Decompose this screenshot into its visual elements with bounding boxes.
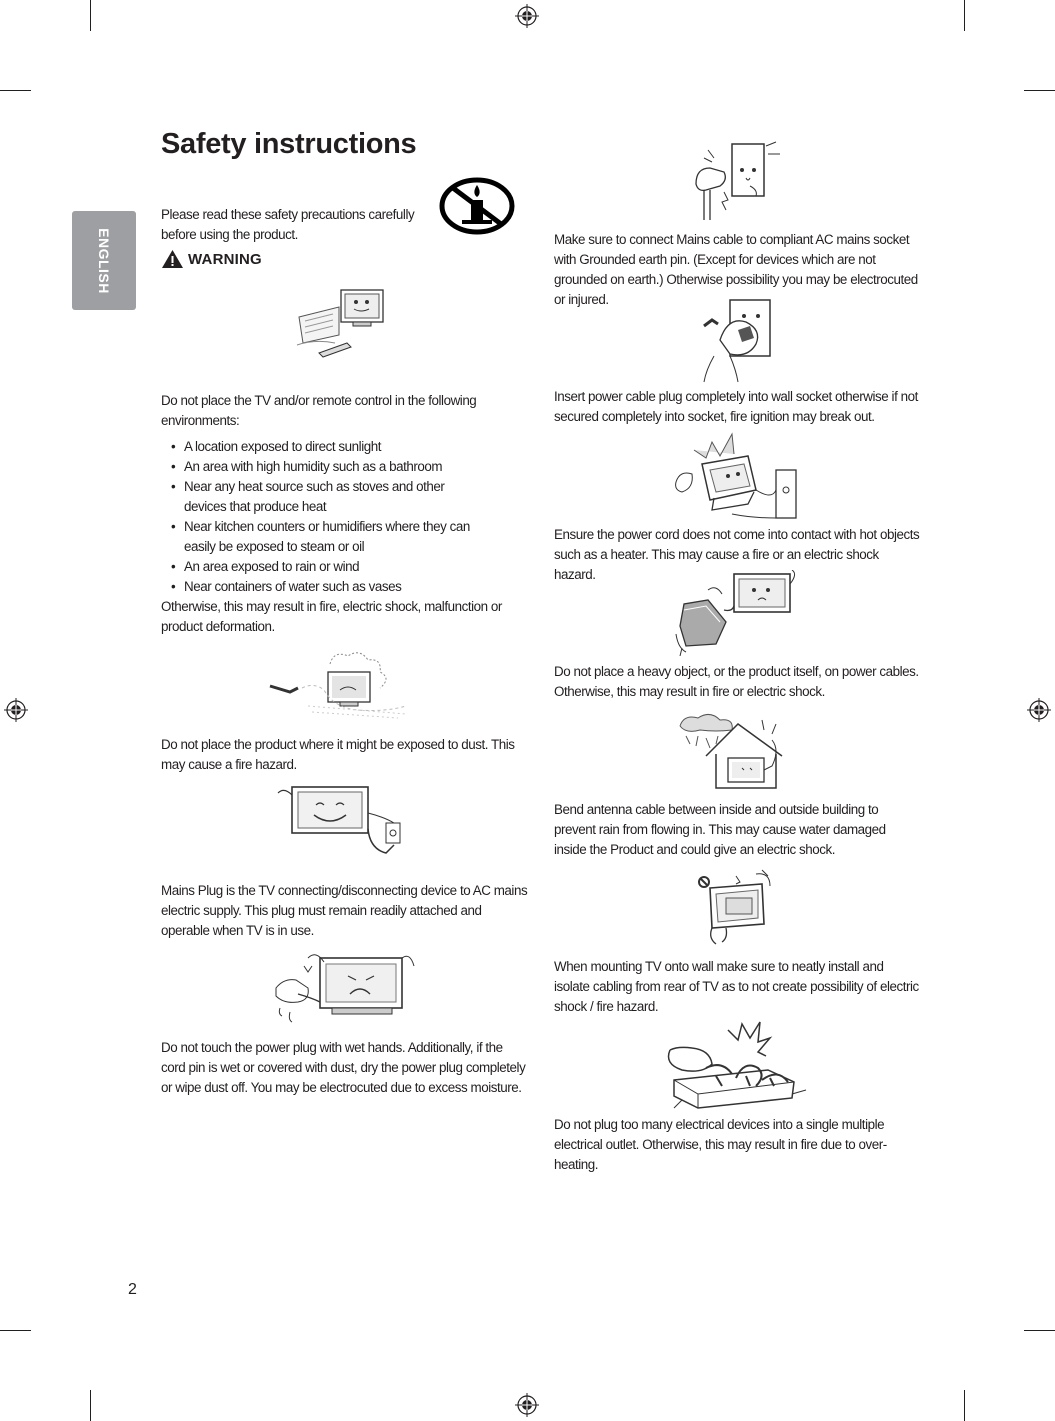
crop-mark bbox=[90, 1390, 91, 1421]
list-item: • Near containers of water such as vases bbox=[161, 577, 529, 597]
antenna-note: Bend antenna cable between inside and outside building to prevent rain from flowing in. This may cause water damaged inside the Product and could give an electric shock. bbox=[554, 802, 886, 857]
list-item: • An area with high humidity such as a bathroom bbox=[161, 457, 529, 477]
environments-list bbox=[161, 437, 529, 597]
heavy-object-cable-illustration bbox=[672, 570, 800, 656]
registration-mark-icon bbox=[515, 1393, 539, 1417]
multiple-outlet-warning: Do not plug too many electrical devices into a single multiple electrical outlet. Otherwise, this may result in fire due to over-heating. bbox=[554, 1117, 887, 1172]
insert-plug-illustration bbox=[700, 296, 780, 384]
list-item: • Near kitchen counters or humidifiers where they can easily be exposed to steam or oil bbox=[161, 517, 504, 557]
registration-mark-icon bbox=[515, 4, 539, 28]
registration-mark-icon bbox=[4, 698, 28, 722]
intro-text: Please read these safety precautions carefully before using the product. bbox=[161, 207, 415, 242]
heavy-object-warning: Do not place a heavy object, or the product itself, on power cables. Otherwise, this may result in fire or electric shock. bbox=[554, 664, 919, 699]
multiple-outlet-illustration bbox=[662, 1020, 808, 1110]
tv-remote-environment-illustration bbox=[295, 287, 391, 363]
language-tab-label: ENGLISH bbox=[96, 227, 112, 294]
wet-hands-warning: Do not touch the power plug with wet hands. Additionally, if the cord pin is wet or covered with dust, dry the power plug completely or wipe dust off. You may be electrocuted due to excess moisture. bbox=[161, 1040, 526, 1095]
list-item: • A location exposed to direct sunlight bbox=[161, 437, 529, 457]
crop-mark bbox=[0, 90, 31, 91]
environments-intro: Do not place the TV and/or remote control in the following environments: bbox=[161, 393, 477, 428]
mains-plug-illustration bbox=[274, 783, 412, 863]
language-tab bbox=[72, 211, 136, 310]
insert-plug-warning: Insert power cable plug completely into wall socket otherwise if not secured completely into socket, fire ignition may break out. bbox=[554, 389, 918, 424]
crop-mark bbox=[0, 1330, 31, 1331]
environments-outro: Otherwise, this may result in fire, electric shock, malfunction or product deformation. bbox=[161, 599, 502, 634]
grounded-socket-note: Make sure to connect Mains cable to compliant AC mains socket with Grounded earth pin. (Except for devices which are not grounded on earth.) Otherwise possibility you may be electrocuted or injured. bbox=[554, 232, 918, 307]
dust-tv-illustration bbox=[268, 648, 410, 720]
crop-mark bbox=[964, 0, 965, 31]
crop-mark bbox=[90, 0, 91, 31]
crop-mark bbox=[1024, 90, 1055, 91]
hot-objects-illustration bbox=[672, 430, 798, 522]
page-number: 2 bbox=[128, 1281, 137, 1298]
wet-hands-plug-illustration bbox=[268, 948, 416, 1028]
registration-mark-icon bbox=[1027, 698, 1051, 722]
dust-warning: Do not place the product where it might be exposed to dust. This may cause a fire hazard. bbox=[161, 737, 515, 772]
warning-triangle-icon bbox=[161, 249, 184, 269]
warning-heading bbox=[161, 248, 262, 270]
warning-label: WARNING bbox=[188, 250, 262, 268]
mains-plug-note: Mains Plug is the TV connecting/disconnecting device to AC mains electric supply. This plug must remain readily attached and operable when TV is in use. bbox=[161, 883, 528, 938]
page-title: Safety instructions bbox=[161, 128, 417, 160]
no-open-flame-icon bbox=[438, 176, 516, 236]
list-item: • Near any heat source such as stoves and other devices that produce heat bbox=[161, 477, 484, 517]
wall-mount-note: When mounting TV onto wall make sure to neatly install and isolate cabling from rear of TV as to not create possibility of electric shock / fire hazard. bbox=[554, 959, 919, 1014]
antenna-cable-illustration bbox=[676, 710, 794, 792]
list-item: • An area exposed to rain or wind bbox=[161, 557, 529, 577]
crop-mark bbox=[1024, 1330, 1055, 1331]
wall-mount-cable-illustration bbox=[696, 868, 776, 946]
hot-objects-warning: Ensure the power cord does not come into contact with hot objects such as a heater. This may cause a fire or an electric shock hazard. bbox=[554, 527, 920, 582]
crop-mark bbox=[964, 1390, 965, 1421]
grounded-socket-illustration bbox=[686, 138, 784, 224]
